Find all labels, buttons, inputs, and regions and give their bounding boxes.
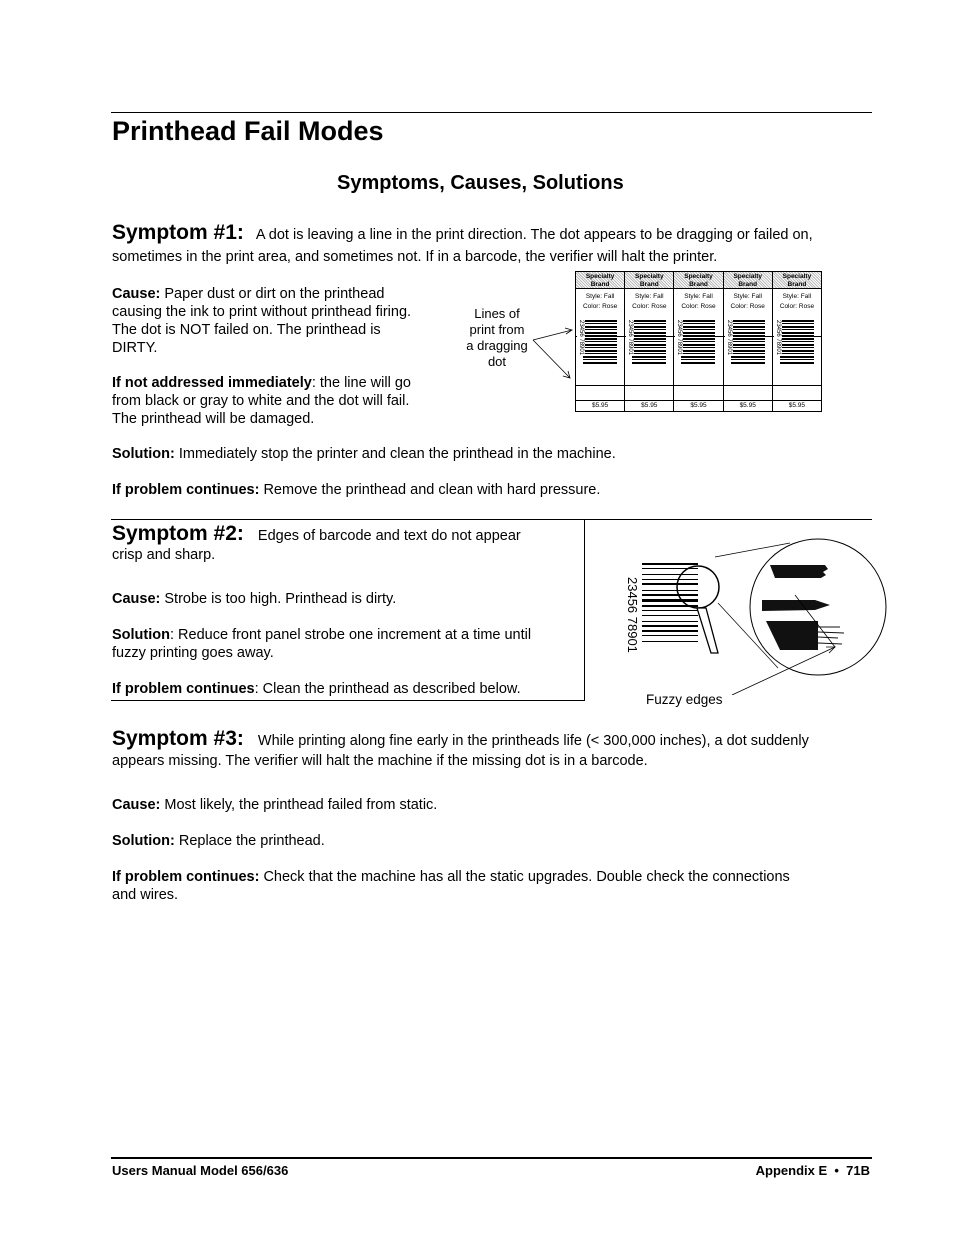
barcode-bar: [642, 594, 698, 596]
symptom1-figure-callout: [458, 306, 536, 370]
barcode-bar: [642, 610, 698, 611]
callout-line: Lines of: [474, 306, 520, 321]
symptom1-not-addressed-line: : the line will go: [311, 375, 411, 391]
symptom2-figure: [600, 535, 900, 695]
callout-line: print from: [469, 322, 525, 337]
barcode-bar: [642, 641, 698, 642]
symptom2-solution-label: Solution: [112, 627, 170, 643]
symptom2-continues-label: If problem continues: [112, 681, 255, 697]
label-barcode: [681, 320, 715, 364]
label-price: $5.95: [690, 402, 707, 409]
label-divider: [674, 400, 722, 401]
symptom3-continues-line1: Check that the machine has all the static upgrades. Double check the connections: [259, 869, 790, 885]
symptom2-heading: Symptom #2:: [112, 522, 244, 545]
symptom2-cause-label: Cause:: [112, 591, 161, 607]
product-label: [576, 272, 624, 411]
symptom1-not-addressed-line: from black or gray to white and the dot will fail.: [112, 393, 410, 409]
symptom2-solution-line1: : Reduce front panel strobe one increment at a time until: [170, 627, 532, 643]
label-price: $5.95: [591, 402, 609, 409]
symptom1-not-addressed: [112, 374, 452, 428]
symptom3-continues-label: If problem continues:: [112, 869, 260, 885]
label-color: Color: Rose: [681, 303, 716, 310]
label-brand: Specialty Brand: [773, 272, 821, 288]
label-barcode-digits: 23456 78901: [627, 320, 634, 356]
symptom1-cause: [112, 285, 442, 357]
label-divider: [724, 385, 772, 386]
label-barcode-digits: 23456 78901: [578, 320, 584, 356]
label-color: Color: Rose: [582, 303, 618, 310]
label-style: Style: Fall: [625, 288, 673, 301]
product-label: [673, 272, 722, 411]
symptom3-header: [112, 729, 872, 751]
symptom3-solution: [112, 832, 325, 850]
symptom2-continues: [112, 680, 521, 698]
symptom2-bottom-rule: [111, 700, 585, 701]
label-color: Color: Rose: [730, 303, 765, 310]
symptom1-label-strip: [575, 271, 822, 412]
product-label: [723, 272, 772, 411]
symptom3-cause-text: Most likely, the printhead failed from static.: [160, 797, 438, 813]
symptom1-continues-label: If problem continues:: [112, 482, 260, 498]
symptom1-solution: [112, 445, 616, 463]
barcode-bar: [642, 583, 698, 585]
symptom3-heading: Symptom #3:: [112, 727, 244, 750]
barcode-bar: [642, 635, 698, 636]
label-style: Style: Fall: [773, 288, 821, 301]
symptom1-not-addressed-label: If not addressed immediately: [112, 375, 312, 391]
symptom2-box-right: [584, 519, 585, 700]
barcode-bar: [642, 599, 698, 602]
page-subtitle: Symptoms, Causes, Solutions: [337, 172, 624, 194]
symptom1-cause-line: causing the ink to print without printhead firing.: [112, 304, 412, 320]
symptom1-solution-text: Immediately stop the printer and clean the printhead in the machine.: [174, 446, 616, 462]
symptom2-figure-caption: Fuzzy edges: [646, 692, 723, 707]
label-barcode: [780, 320, 814, 364]
label-divider: [576, 400, 624, 401]
symptom1-block: [112, 223, 872, 245]
label-barcode: [632, 320, 666, 364]
symptom2-top-rule: [111, 519, 872, 520]
barcode-bar: [642, 579, 698, 580]
symptom3-solution-label: Solution:: [112, 833, 175, 849]
symptom1-cause-line: Paper dust or dirt on the printhead: [160, 286, 385, 302]
label-divider: [724, 400, 772, 401]
label-style: Style: Fall: [576, 288, 624, 301]
label-brand: Specialty Brand: [625, 272, 673, 288]
symptom1-description-line2: sometimes in the print area, and sometimes not. If in a barcode, the verifier will halt the printer.: [112, 249, 718, 265]
barcode-bar: [642, 630, 698, 632]
barcode-bar: [642, 625, 698, 627]
symptom1-cause-line: The dot is NOT failed on. The printhead is: [112, 322, 381, 338]
label-brand: Specialty Brand: [724, 272, 772, 288]
label-style: Style: Fall: [674, 288, 722, 301]
symptom1-solution-label: Solution:: [112, 446, 175, 462]
label-price: $5.95: [788, 402, 806, 409]
symptom1-cause-label: Cause:: [112, 286, 161, 302]
label-barcode-digits: 23456 78901: [725, 320, 732, 356]
label-price: $5.95: [641, 402, 658, 409]
label-barcode-digits: 23456 78901: [676, 320, 683, 356]
symptom2-header: [112, 524, 521, 546]
label-divider: [773, 385, 821, 386]
symptom2-description-line1: Edges of barcode and text do not appear: [257, 528, 521, 544]
symptom3-continues-line2: and wires.: [112, 887, 179, 903]
symptom1-continues-text: Remove the printhead and clean with hard pressure.: [259, 482, 601, 498]
symptom3-cause: [112, 796, 437, 814]
barcode-bar: [642, 621, 698, 622]
symptom2-cause-text: Strobe is too high. Printhead is dirty.: [160, 591, 397, 607]
label-divider: [773, 400, 821, 401]
label-divider: [674, 385, 722, 386]
label-color: Color: Rose: [632, 303, 667, 310]
page-title: Printhead Fail Modes: [112, 116, 384, 146]
symptom3-solution-text: Replace the printhead.: [174, 833, 325, 849]
product-label: [624, 272, 673, 411]
barcode-bar: [642, 590, 698, 591]
callout-line: dot: [487, 354, 507, 369]
symptom1-heading: Symptom #1:: [112, 221, 244, 244]
fuzzy-barcode: [642, 563, 698, 642]
symptom1-continues: [112, 481, 600, 499]
top-rule: [111, 112, 872, 113]
symptom3-cause-label: Cause:: [112, 797, 161, 813]
product-label: [772, 272, 821, 411]
footer-rule: [111, 1157, 872, 1159]
label-divider: [576, 385, 624, 386]
symptom2-continues-text: : Clean the printhead as described below.: [254, 681, 521, 697]
symptom3-continues: [112, 868, 872, 904]
symptom1-description-line1: A dot is leaving a line in the print direction. The dot appears to be dragging or failed on,: [255, 227, 813, 243]
symptom3-description-line2: appears missing. The verifier will halt the machine if the missing dot is in a barcode.: [112, 753, 648, 769]
footer-left: Users Manual Model 656/636: [112, 1163, 289, 1178]
label-brand: Specialty Brand: [576, 272, 624, 288]
label-price: $5.95: [739, 402, 756, 409]
fuzzy-barcode-digits: 23456 78901: [625, 577, 640, 653]
barcode-bar: [642, 563, 698, 565]
callout-line: a dragging: [466, 338, 528, 353]
label-color: Color: Rose: [779, 303, 815, 310]
symptom3-description-line1: While printing along fine early in the printheads life (< 300,000 inches), a dot suddenly: [257, 733, 809, 749]
symptom1-not-addressed-line: The printhead will be damaged.: [112, 411, 315, 427]
symptom2-cause: [112, 590, 396, 608]
footer-right: Appendix E • 71B: [755, 1163, 870, 1178]
symptom1-cause-line: DIRTY.: [112, 340, 158, 356]
label-barcode: [731, 320, 765, 364]
barcode-bar: [642, 574, 698, 575]
label-brand: Specialty Brand: [674, 272, 722, 288]
symptom2-solution: [112, 626, 578, 662]
symptom2-solution-line2: fuzzy printing goes away.: [112, 645, 274, 661]
label-barcode-digits: 23456 78901: [774, 320, 781, 356]
label-divider: [625, 385, 673, 386]
label-divider: [625, 400, 673, 401]
magnifier-handle-icon: [697, 608, 718, 653]
label-style: Style: Fall: [724, 288, 772, 301]
label-barcode: [583, 320, 617, 364]
barcode-bar: [642, 615, 698, 616]
symptom2-description-line2: crisp and sharp.: [112, 547, 216, 563]
